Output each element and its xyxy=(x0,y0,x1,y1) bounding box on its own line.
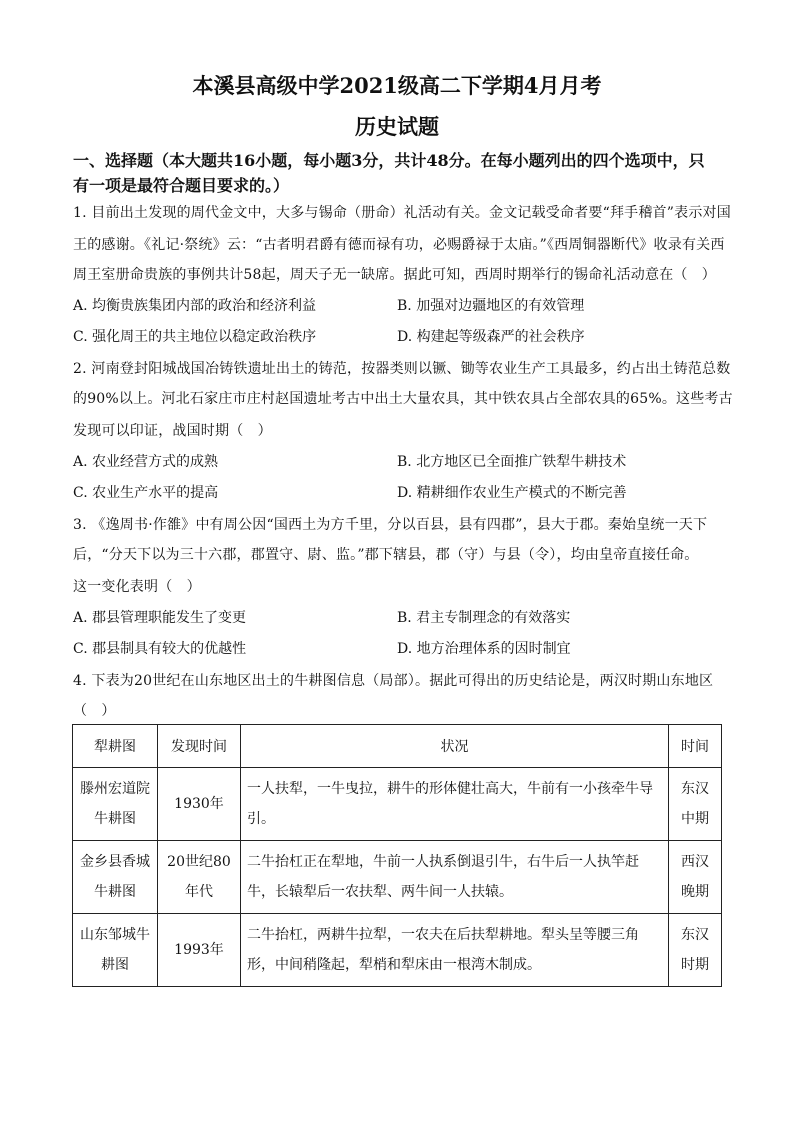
table-cell: 山东邹城牛耕图 xyxy=(73,914,158,987)
option-d[interactable]: D. 精耕细作农业生产模式的不断完善 xyxy=(397,485,627,501)
option-b[interactable]: B. 君主专制理念的有效落实 xyxy=(397,610,571,626)
table-cell: 二牛抬杠，两耕牛拉犁，一农夫在后扶犁耕地。犁头呈等腰三角形，中间稍隆起，犁梢和犁床由一根湾木制成。 xyxy=(241,914,669,987)
table-header-cell: 犁耕图 xyxy=(73,725,158,768)
question-text-line: 的90%以上。河北石家庄市庄村赵国遗址考古中出土大量农具，其中铁农具占全部农具的65%。这些考古 xyxy=(73,391,733,407)
section-heading xyxy=(73,148,723,198)
question-text-line: 4. 下表为20世纪在山东地区出土的牛耕图信息（局部）。据此可得出的历史结论是，两汉时期山东地区 xyxy=(73,673,714,689)
option-a[interactable]: A. 农业经营方式的成熟 xyxy=(73,454,219,470)
table-row xyxy=(73,841,722,914)
question-text-line: 周王室册命贵族的事例共计58起，周天子无一缺席。据此可知，西周时期举行的锡命礼活动意在（ ） xyxy=(73,267,717,283)
table-row xyxy=(73,914,722,987)
table-cell: 东汉中期 xyxy=(669,768,722,841)
option-d[interactable]: D. 构建起等级森严的社会秩序 xyxy=(397,329,585,345)
table-cell: 一人扶犁，一牛曳拉，耕牛的形体健壮高大，牛前有一小孩牵牛导引。 xyxy=(241,768,669,841)
table-cell: 20世纪80年代 xyxy=(158,841,241,914)
option-b[interactable]: B. 北方地区已全面推广铁犁牛耕技术 xyxy=(397,454,627,470)
table-header-cell: 时间 xyxy=(669,725,722,768)
table-cell: 西汉晚期 xyxy=(669,841,722,914)
table-cell: 滕州宏道院牛耕图 xyxy=(73,768,158,841)
exam-subtitle: 历史试题 xyxy=(355,114,439,139)
table-row xyxy=(73,768,722,841)
plowing-image-table xyxy=(72,724,722,987)
option-c[interactable]: C. 强化周王的共主地位以稳定政治秩序 xyxy=(73,329,317,345)
question-text-line: 1. 目前出土发现的周代金文中，大多与锡命（册命）礼活动有关。金文记载受命者要“拜手稽首”表示对国 xyxy=(73,205,731,221)
table-cell: 金乡县香城牛耕图 xyxy=(73,841,158,914)
question-text-line: 2. 河南登封阳城战国冶铸铁遗址出土的铸范，按器类则以镢、锄等农业生产工具最多，约占出土铸范总数 xyxy=(73,361,731,377)
section-heading-line: 有一项是最符合题目要求的。） xyxy=(73,176,290,195)
table-cell: 1993年 xyxy=(158,914,241,987)
option-a[interactable]: A. 均衡贵族集团内部的政治和经济利益 xyxy=(73,298,317,314)
question-text-line: 这一变化表明（ ） xyxy=(73,579,201,595)
question-text-line: 后，“分天下以为三十六郡，郡置守、尉、监。”郡下辖县，郡（守）与县（令），均由皇帝直接任命。 xyxy=(73,547,699,563)
table-cell: 二牛抬杠正在犁地，牛前一人执系倒退引牛，右牛后一人执竿赶牛，长辕犁后一农扶犁、两牛间一人扶辕。 xyxy=(241,841,669,914)
question-text-line: 王的感谢。《礼记·祭统》云：“古者明君爵有德而禄有功，必赐爵禄于太庙。”《西周铜器断代》收录有关西 xyxy=(73,237,725,253)
table-cell: 东汉时期 xyxy=(669,914,722,987)
option-d[interactable]: D. 地方治理体系的因时制宜 xyxy=(397,641,571,657)
section-heading-line: 一、选择题（本大题共16小题，每小题3分，共计48分。在每小题列出的四个选项中，只 xyxy=(73,151,705,170)
table-header-cell: 发现时间 xyxy=(158,725,241,768)
option-c[interactable]: C. 农业生产水平的提高 xyxy=(73,485,219,501)
option-c[interactable]: C. 郡县制具有较大的优越性 xyxy=(73,641,247,657)
option-b[interactable]: B. 加强对边疆地区的有效管理 xyxy=(397,298,585,314)
table-cell: 1930年 xyxy=(158,768,241,841)
option-a[interactable]: A. 郡县管理职能发生了变更 xyxy=(73,610,247,626)
question-text-line: 3. 《逸周书·作雒》中有周公因“国西土为方千里，分以百县，县有四郡”，县大于郡。秦始皇统一天下 xyxy=(73,517,708,533)
question-text-line: （ ） xyxy=(73,703,116,719)
table-header-cell: 状况 xyxy=(241,725,669,768)
question-text-line: 发现可以印证，战国时期（ ） xyxy=(73,423,272,439)
exam-title: 本溪县高级中学2021级高二下学期4月月考 xyxy=(192,73,602,98)
table-header-row xyxy=(73,725,722,768)
